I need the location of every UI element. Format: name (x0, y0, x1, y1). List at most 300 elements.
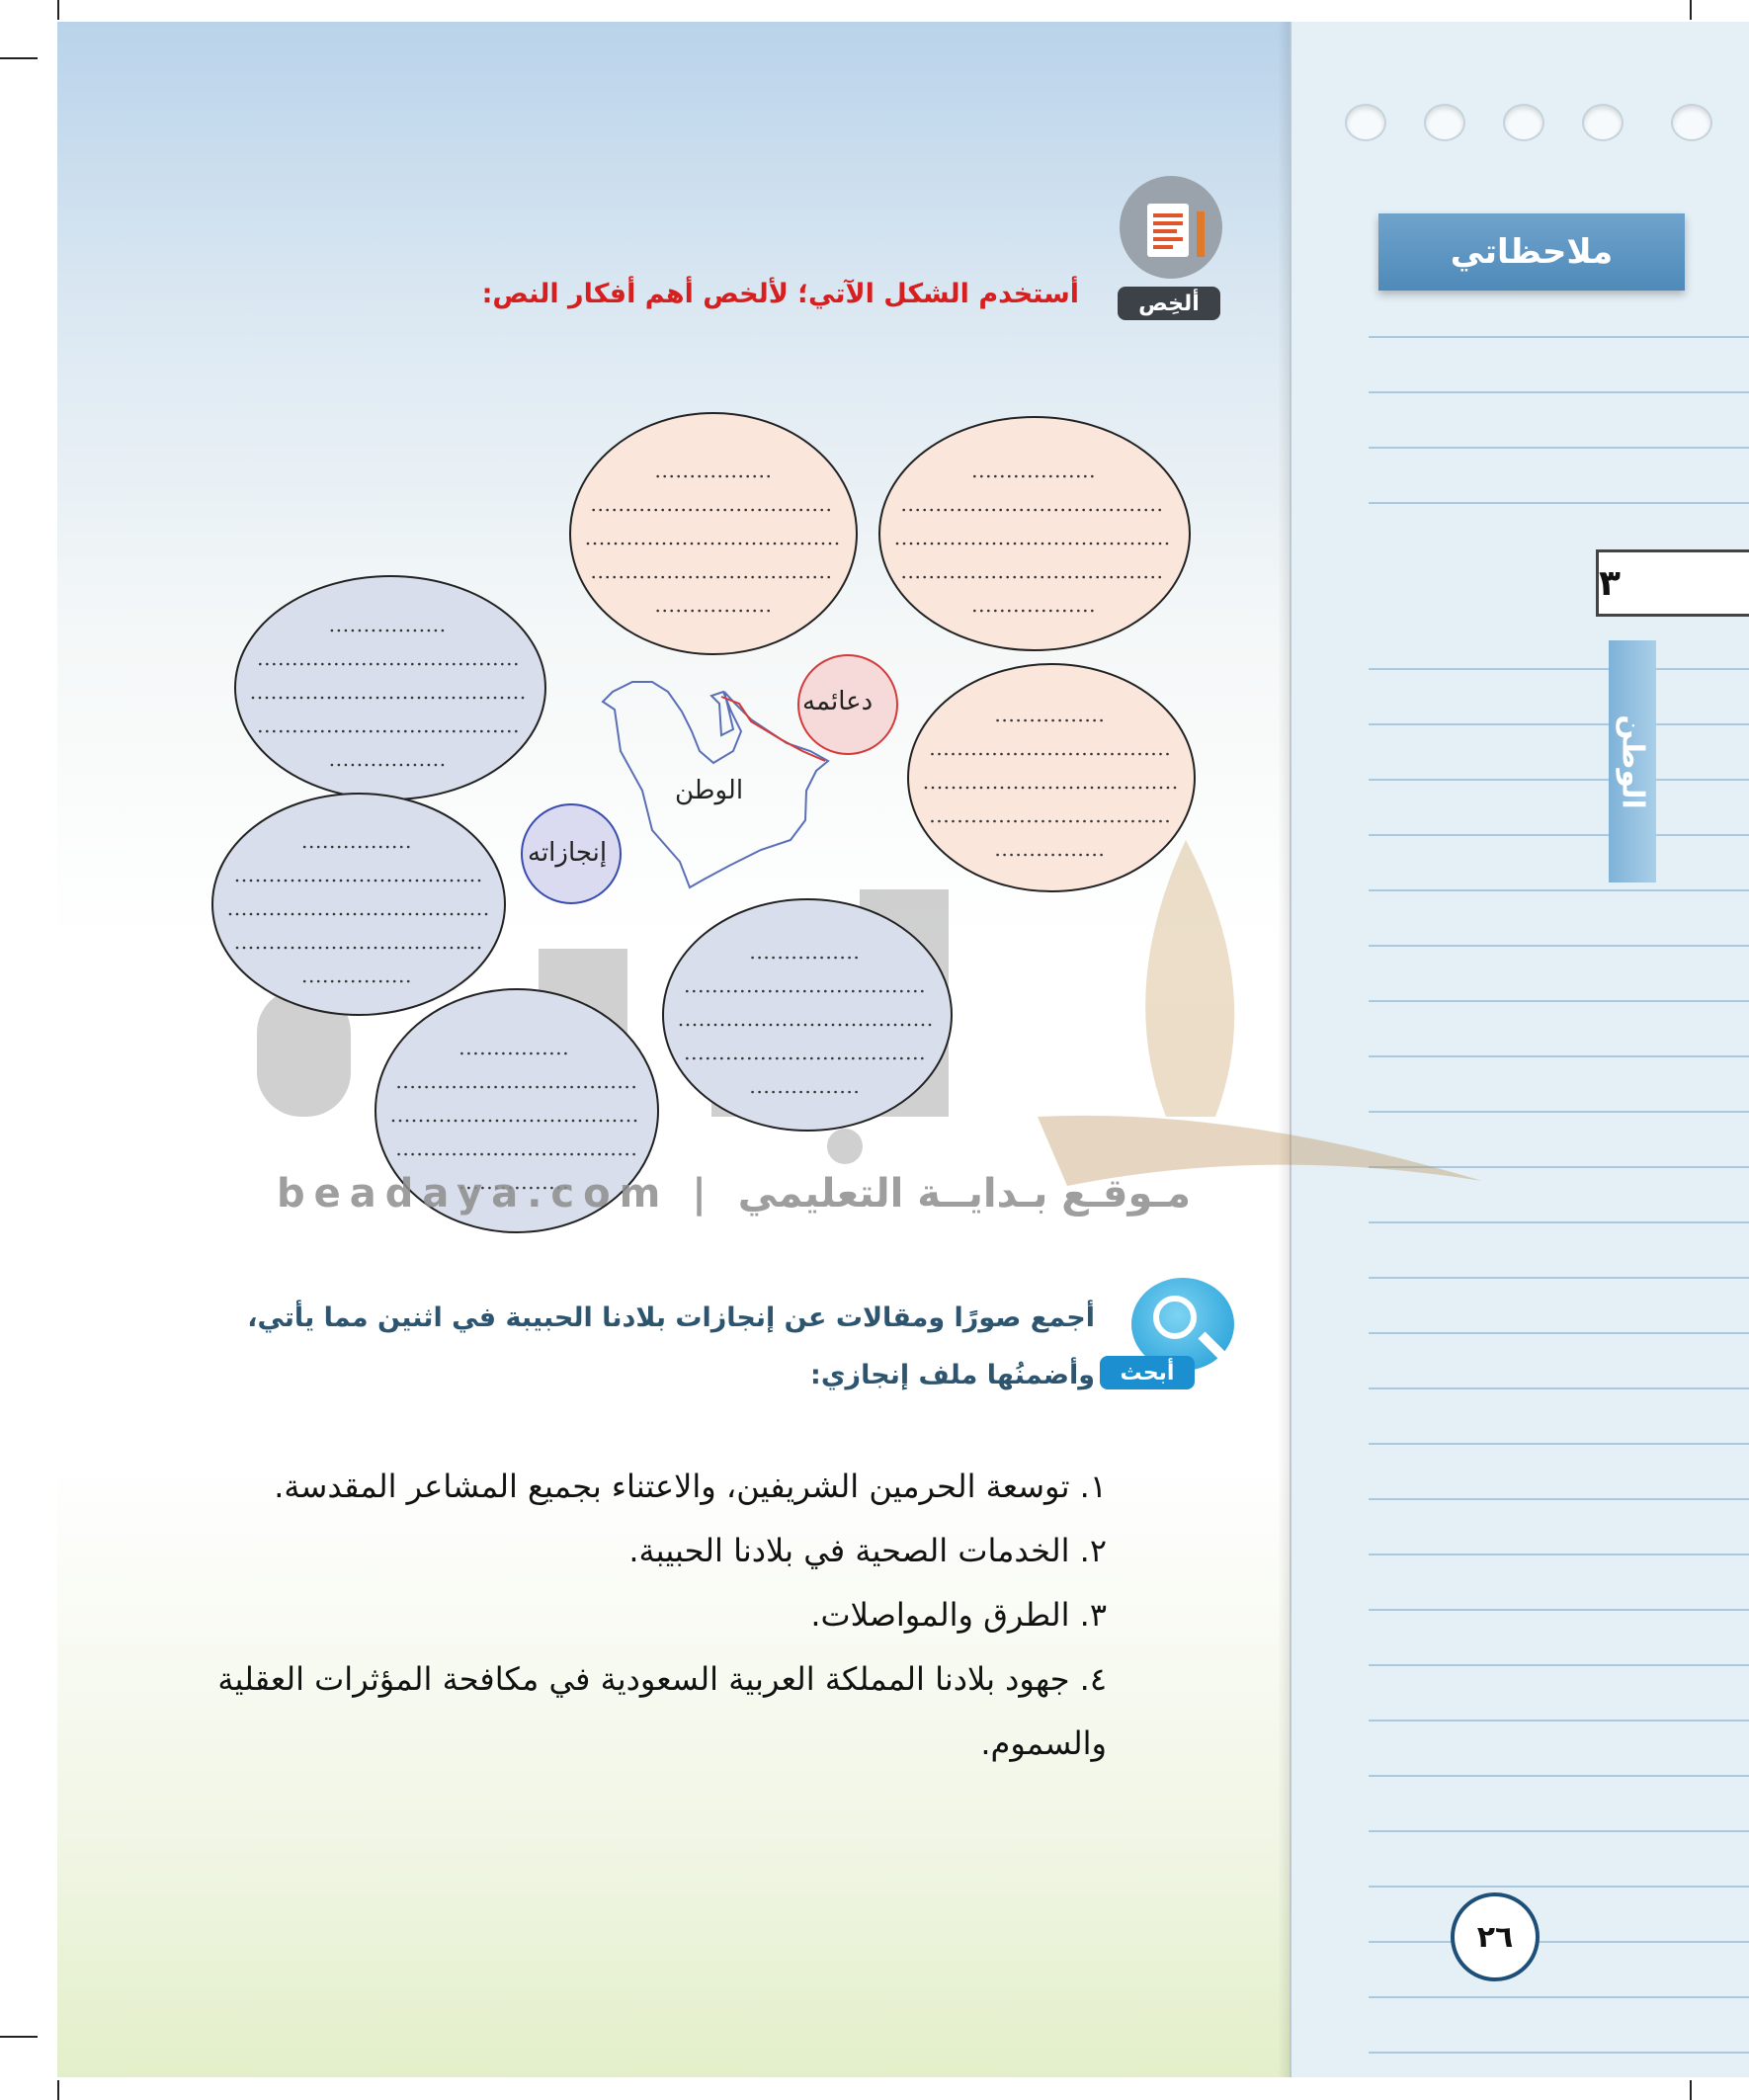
dotted-line-dot (996, 719, 999, 722)
dotted-line-dot (760, 610, 763, 613)
dotted-line-dot (668, 509, 671, 512)
dotted-line-dot (686, 990, 689, 993)
dotted-line-dot (310, 980, 313, 983)
dotted-line-dot (732, 543, 735, 546)
dotted-line-dot (407, 630, 410, 632)
dotted-line-dot (439, 1153, 442, 1156)
dotted-line-dot (1159, 753, 1162, 756)
dotted-line-dot (459, 1086, 462, 1089)
dotted-line-dot (625, 1153, 628, 1156)
dotted-line-dot (264, 947, 267, 950)
dotted-line-dot (797, 1024, 800, 1027)
dotted-line-dot (1041, 543, 1044, 546)
dotted-line-dot (915, 1024, 918, 1027)
dotted-line-dot (887, 1024, 890, 1027)
dotted-line-dot (368, 880, 371, 882)
dotted-line-dot (684, 610, 687, 613)
dotted-line-dot (792, 1091, 795, 1094)
dotted-line-dot (901, 1024, 904, 1027)
dotted-line-dot (453, 1086, 456, 1089)
dotted-line-dot (607, 1120, 610, 1123)
dotted-line-dot (799, 509, 802, 512)
dotted-line-dot (937, 509, 940, 512)
dotted-line-dot (1159, 543, 1162, 546)
dotted-line-dot (727, 990, 730, 993)
dotted-line-dot (753, 610, 756, 613)
dotted-line-dot (432, 730, 435, 733)
dotted-line-dot (1084, 475, 1087, 478)
dotted-line-dot (437, 880, 440, 882)
dotted-line-dot (1014, 543, 1017, 546)
dotted-line-dot (537, 1052, 540, 1055)
dotted-line-dot (1118, 753, 1121, 756)
dotted-line-dot (418, 663, 421, 666)
dotted-line-dot (1100, 854, 1103, 857)
dotted-line-dot (338, 764, 341, 767)
dotted-line-dot (386, 846, 389, 849)
dotted-line-dot (243, 913, 246, 916)
dotted-line-dot (406, 1120, 409, 1123)
dotted-line-dot (1062, 753, 1065, 756)
list-item: والسموم. (980, 1724, 1107, 1762)
dotted-line-dot (944, 576, 947, 579)
dotted-line-dot (292, 880, 294, 882)
dotted-line-dot (744, 509, 747, 512)
dotted-line-dot (402, 913, 405, 916)
dotted-line-dot (765, 509, 768, 512)
dotted-line-dot (501, 1153, 504, 1156)
dotted-line-dot (307, 730, 310, 733)
dotted-line-dot (259, 663, 262, 666)
dotted-line-dot (428, 630, 431, 632)
dotted-line-dot (1028, 543, 1031, 546)
dotted-line-dot (1058, 719, 1061, 722)
list-item: ٣. الطرق والمواصلات. (810, 1596, 1107, 1634)
dotted-line-dot (257, 913, 260, 916)
dotted-line-dot (366, 846, 369, 849)
dotted-line-dot (536, 1153, 539, 1156)
dotted-line-dot (951, 509, 954, 512)
dotted-line-dot (945, 543, 948, 546)
dotted-line-dot (1146, 787, 1149, 790)
dotted-line-dot (964, 576, 967, 579)
dotted-line-dot (605, 1086, 608, 1089)
dotted-line-dot (416, 880, 419, 882)
dotted-line-dot (1034, 576, 1037, 579)
dotted-line-dot (656, 610, 659, 613)
dotted-line-dot (1124, 820, 1127, 823)
dotted-line-dot (321, 730, 324, 733)
dotted-line-dot (459, 697, 462, 700)
dotted-line-dot (626, 576, 629, 579)
dotted-line-dot (953, 787, 956, 790)
dotted-line-dot (758, 957, 761, 960)
dotted-line-dot (480, 1086, 483, 1089)
dotted-line-dot (973, 787, 976, 790)
dotted-line-dot (633, 576, 636, 579)
dotted-line-dot (280, 730, 283, 733)
dotted-line-dot (972, 820, 975, 823)
dotted-line-dot (986, 543, 989, 546)
dotted-line-dot (987, 475, 990, 478)
dotted-line-dot (373, 846, 375, 849)
dotted-line-dot (1013, 576, 1016, 579)
dotted-line-dot (1054, 576, 1057, 579)
dotted-line-dot (839, 1024, 842, 1027)
dotted-line-dot (1070, 610, 1073, 613)
dotted-line-dot (421, 764, 424, 767)
dotted-line-dot (397, 1153, 400, 1156)
dotted-line-dot (1029, 475, 1032, 478)
dotted-line-dot (439, 1086, 442, 1089)
dotted-line-dot (952, 753, 955, 756)
dotted-line-dot (866, 990, 869, 993)
dotted-line-dot (236, 913, 239, 916)
dotted-line-dot (1091, 475, 1094, 478)
dotted-line-dot (1061, 509, 1064, 512)
dotted-line-dot (1000, 820, 1003, 823)
dotted-line-dot (909, 576, 912, 579)
dotted-line-dot (713, 1057, 716, 1060)
dotted-line-dot (390, 663, 393, 666)
dotted-line-dot (634, 1120, 637, 1123)
dotted-line-dot (420, 1120, 423, 1123)
dotted-line-dot (473, 730, 476, 733)
dotted-line-dot (859, 1057, 862, 1060)
dotted-line-dot (570, 1153, 573, 1156)
watermark-text: beadaya.com | مـوقـع بـدايــة التعليمي (277, 1171, 1192, 1217)
dotted-line-dot (866, 1057, 869, 1060)
dotted-line-dot (734, 990, 737, 993)
dotted-line-dot (487, 1153, 490, 1156)
dotted-line-dot (402, 880, 405, 882)
dotted-line-dot (914, 1057, 917, 1060)
dotted-line-dot (739, 610, 742, 613)
dotted-line-dot (1111, 753, 1114, 756)
dotted-line-dot (1117, 576, 1120, 579)
dotted-line-dot (383, 697, 386, 700)
dotted-line-dot (1076, 543, 1079, 546)
dotted-line-dot (503, 1120, 506, 1123)
dotted-line-dot (370, 697, 373, 700)
dotted-line-dot (386, 980, 389, 983)
dotted-line-dot (292, 947, 294, 950)
dotted-line-dot (508, 663, 511, 666)
dotted-line-dot (1069, 543, 1072, 546)
dotted-line-dot (414, 764, 417, 767)
dotted-line-dot (487, 663, 490, 666)
dotted-line-dot (612, 1153, 615, 1156)
dotted-line-dot (758, 509, 761, 512)
dotted-line-dot (1097, 543, 1100, 546)
dotted-line-dot (402, 947, 405, 950)
dotted-line-dot (502, 1052, 505, 1055)
dotted-line-dot (703, 576, 706, 579)
dotted-line-dot (959, 787, 962, 790)
dotted-line-dot (243, 947, 246, 950)
dotted-line-dot (973, 610, 976, 613)
dotted-line-dot (314, 663, 317, 666)
dotted-line-dot (459, 1153, 462, 1156)
dotted-line-dot (1069, 753, 1072, 756)
dotted-line-dot (1036, 787, 1039, 790)
dotted-line-dot (608, 543, 611, 546)
dotted-line-dot (478, 880, 481, 882)
dotted-line-dot (693, 990, 696, 993)
dotted-line-dot (515, 663, 518, 666)
dotted-line-dot (1014, 820, 1017, 823)
dotted-line-dot (598, 1086, 601, 1089)
dotted-line-dot (687, 1024, 690, 1027)
dotted-line-dot (310, 846, 313, 849)
dotted-line-dot (980, 610, 983, 613)
dotted-line-dot (841, 1091, 844, 1094)
dotted-line-dot (1063, 475, 1066, 478)
dotted-line-dot (404, 663, 407, 666)
dotted-line-dot (259, 697, 262, 700)
dotted-line-dot (661, 509, 664, 512)
dotted-line-dot (593, 1120, 596, 1123)
dotted-line-dot (746, 475, 749, 478)
dotted-line-dot (713, 990, 716, 993)
dotted-line-dot (423, 913, 426, 916)
dotted-line-dot (1008, 475, 1011, 478)
dotted-line-dot (451, 913, 454, 916)
dotted-line-dot (335, 663, 338, 666)
dotted-line-dot (620, 509, 623, 512)
dotted-line-dot (464, 880, 467, 882)
dotted-line-dot (698, 610, 701, 613)
dotted-line-dot (682, 576, 685, 579)
dotted-line-dot (632, 1153, 635, 1156)
dotted-line-dot (1166, 820, 1169, 823)
dotted-line-dot (501, 697, 504, 700)
dotted-line-dot (1090, 820, 1093, 823)
dotted-line-dot (730, 576, 733, 579)
dotted-line-dot (707, 990, 709, 993)
dotted-line-dot (938, 820, 941, 823)
dotted-line-dot (489, 1120, 492, 1123)
dotted-line-dot (328, 730, 331, 733)
dotted-line-dot (448, 1120, 451, 1123)
dotted-line-dot (893, 990, 896, 993)
dotted-line-dot (592, 576, 595, 579)
dotted-line-dot (951, 576, 954, 579)
dotted-line-dot (605, 1153, 608, 1156)
dotted-line-dot (395, 880, 398, 882)
dotted-line-dot (910, 543, 913, 546)
dotted-line-dot (328, 697, 331, 700)
dotted-line-dot (1098, 787, 1101, 790)
dotted-line-dot (1124, 576, 1126, 579)
dotted-line-dot (946, 787, 949, 790)
dotted-line-dot (264, 913, 267, 916)
dotted-line-dot (551, 1120, 554, 1123)
dotted-line-dot (1077, 610, 1080, 613)
dotted-line-dot (985, 509, 988, 512)
dotted-line-dot (466, 697, 469, 700)
unit-number: ٣ (1596, 549, 1749, 617)
dotted-line-dot (794, 543, 797, 546)
dotted-line-dot (303, 980, 306, 983)
dotted-line-dot (788, 543, 791, 546)
dotted-line-dot (1138, 753, 1141, 756)
dotted-line-dot (855, 1091, 858, 1094)
dotted-line-dot (979, 820, 982, 823)
dotted-line-dot (806, 509, 809, 512)
dotted-line-dot (966, 787, 969, 790)
dotted-line-dot (647, 576, 650, 579)
dotted-line-dot (1017, 854, 1020, 857)
dotted-line-dot (563, 1086, 566, 1089)
dotted-line-dot (635, 543, 638, 546)
dotted-line-dot (586, 1120, 589, 1123)
dotted-line-dot (411, 1086, 414, 1089)
dotted-line-dot (565, 1120, 568, 1123)
dotted-line-dot (696, 509, 699, 512)
dotted-line-dot (824, 1057, 827, 1060)
dotted-line-dot (1152, 820, 1155, 823)
dotted-line-dot (656, 543, 659, 546)
dotted-line-dot (592, 509, 595, 512)
research-line-2: وأضمنُها ملف إنجازي: (810, 1360, 1095, 1390)
dotted-line-dot (375, 947, 377, 950)
dotted-line-dot (473, 697, 476, 700)
dotted-line-dot (435, 764, 438, 767)
dotted-line-dot (444, 947, 447, 950)
dotted-line-dot (714, 1024, 717, 1027)
dotted-line-dot (579, 1120, 582, 1123)
dotted-line-dot (352, 630, 355, 632)
dotted-line-dot (390, 730, 393, 733)
dotted-line-dot (425, 697, 428, 700)
dotted-line-dot (1028, 820, 1031, 823)
dotted-line-dot (373, 980, 375, 983)
dotted-line-dot (628, 543, 631, 546)
dotted-line-dot (1063, 610, 1066, 613)
dotted-line-dot (599, 509, 602, 512)
dotted-line-dot (1072, 719, 1075, 722)
dotted-line-dot (404, 697, 407, 700)
dotted-line-dot (853, 1024, 856, 1027)
dotted-line-dot (349, 697, 352, 700)
dotted-line-dot (298, 913, 301, 916)
dotted-line-dot (711, 610, 714, 613)
dotted-line-dot (1013, 509, 1016, 512)
dotted-line-dot (312, 880, 315, 882)
dotted-line-dot (480, 697, 483, 700)
dotted-line-dot (680, 1024, 683, 1027)
dotted-line-dot (786, 957, 789, 960)
dotted-line-dot (375, 913, 377, 916)
dotted-line-dot (1145, 753, 1148, 756)
dotted-line-dot (467, 1052, 470, 1055)
dotted-line-dot (361, 880, 364, 882)
dotted-line-dot (236, 947, 239, 950)
dotted-line-dot (354, 880, 357, 882)
dotted-line-dot (762, 990, 765, 993)
dotted-line-dot (292, 913, 294, 916)
dotted-line-dot (416, 913, 419, 916)
dotted-line-dot (633, 509, 636, 512)
dotted-line-dot (427, 1120, 430, 1123)
dotted-line-dot (515, 1086, 518, 1089)
dotted-line-dot (675, 576, 678, 579)
dotted-line-dot (474, 1052, 477, 1055)
dotted-line-dot (709, 576, 712, 579)
dotted-line-dot (388, 913, 391, 916)
dotted-line-dot (945, 753, 948, 756)
dotted-line-dot (411, 663, 414, 666)
dotted-line-dot (386, 630, 389, 632)
dotted-line-dot (466, 1086, 469, 1089)
dotted-line-dot (473, 1086, 476, 1089)
dotted-line-dot (972, 753, 975, 756)
dotted-line-dot (921, 1057, 924, 1060)
dotted-line-dot (558, 1120, 561, 1123)
dotted-line-dot (783, 990, 786, 993)
dotted-line-dot (287, 730, 290, 733)
dotted-line-dot (1111, 820, 1114, 823)
dotted-line-dot (739, 475, 742, 478)
dotted-line-dot (271, 880, 274, 882)
dotted-line-dot (985, 576, 988, 579)
dotted-line-dot (1007, 753, 1010, 756)
dotted-line-dot (909, 509, 912, 512)
dotted-line-dot (1054, 509, 1057, 512)
dotted-line-dot (331, 980, 334, 983)
dotted-line-dot (379, 846, 382, 849)
dotted-line-dot (728, 1024, 731, 1027)
dotted-line-dot (907, 1057, 910, 1060)
dotted-line-dot (1166, 543, 1169, 546)
dotted-line-dot (356, 697, 359, 700)
dotted-line-dot (494, 730, 497, 733)
dotted-line-dot (684, 543, 687, 546)
dotted-line-dot (407, 764, 410, 767)
dotted-line-dot (395, 913, 398, 916)
dotted-line-dot (1024, 854, 1027, 857)
dotted-line-dot (413, 1120, 416, 1123)
dotted-line-dot (1075, 576, 1078, 579)
dotted-line-dot (721, 1024, 724, 1027)
dotted-line-dot (746, 543, 749, 546)
dotted-line-dot (1006, 509, 1009, 512)
dotted-line-dot (686, 1057, 689, 1060)
dotted-line-dot (677, 610, 680, 613)
dotted-line-dot (478, 947, 481, 950)
dotted-line-dot (556, 1086, 559, 1089)
dotted-line-dot (742, 1024, 745, 1027)
dotted-line-dot (1130, 509, 1133, 512)
dotted-line-dot (1001, 610, 1004, 613)
dotted-line-dot (896, 543, 899, 546)
dotted-line-dot (379, 630, 382, 632)
dotted-line-dot (822, 543, 825, 546)
dotted-line-dot (395, 947, 398, 950)
dotted-line-dot (799, 957, 802, 960)
dotted-line-dot (781, 543, 784, 546)
dotted-line-dot (487, 697, 490, 700)
dotted-line-dot (939, 787, 942, 790)
dotted-line-dot (1159, 820, 1162, 823)
dotted-line-dot (751, 576, 754, 579)
dotted-line-dot (475, 1120, 478, 1123)
dotted-line-dot (1082, 576, 1085, 579)
dotted-line-dot (1031, 854, 1034, 857)
dotted-line-dot (459, 663, 462, 666)
dotted-line-dot (1056, 610, 1059, 613)
